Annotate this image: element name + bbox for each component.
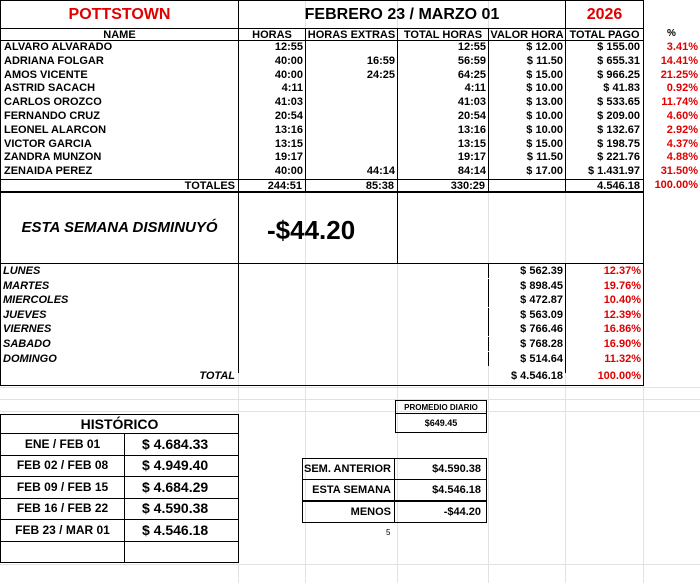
historico-empty-left: [0, 541, 125, 563]
employee-horas: 13:15: [238, 138, 306, 152]
employee-total-pago: $ 966.25: [565, 69, 644, 83]
comparison-label: ESTA SEMANA: [302, 479, 395, 501]
day-amount: $ 563.09: [488, 308, 566, 322]
col-horas: HORAS: [238, 28, 306, 41]
employee-extras: 24:25: [305, 69, 398, 83]
historico-amount: $ 4.546.18: [124, 520, 239, 542]
employee-extras: [305, 96, 398, 110]
employee-pct: 4.37%: [666, 137, 698, 150]
comparison-value: -$44.20: [394, 501, 487, 523]
totales-label: TOTALES: [0, 179, 239, 192]
employee-pct: 31.50%: [660, 165, 698, 178]
employee-horas: 41:03: [238, 96, 306, 110]
promedio-label: PROMEDIO DIARIO: [395, 400, 487, 414]
comparison-label: SEM. ANTERIOR: [302, 458, 395, 480]
employee-extras: 16:59: [305, 55, 398, 69]
totales-total: 330:29: [397, 179, 489, 192]
employee-total-horas: 20:54: [397, 110, 489, 124]
day-amount: $ 766.46: [488, 322, 566, 336]
days-total-pct: 100.00%: [597, 370, 641, 382]
day-pct: 16.86%: [603, 323, 641, 336]
employee-name: ADRIANA FOLGAR: [0, 55, 239, 69]
summary-filler: [397, 192, 644, 264]
employee-pct: 2.92%: [666, 123, 698, 136]
employee-valor-hora: $ 17.00: [488, 165, 566, 179]
summary-message: ESTA SEMANA DISMINUYÓ: [0, 192, 239, 264]
day-label: SABADO: [3, 338, 51, 350]
employee-total-horas: 41:03: [397, 96, 489, 110]
employee-total-horas: 56:59: [397, 55, 489, 69]
summary-amount: -$44.20: [238, 192, 398, 264]
historico-period: FEB 16 / FEB 22: [0, 498, 125, 520]
employee-total-pago: $ 41.83: [565, 82, 644, 96]
employee-total-pago: $ 155.00: [565, 41, 644, 55]
employee-pct: 11.74%: [661, 96, 698, 109]
day-pct: 10.40%: [603, 294, 641, 307]
day-pct: 19.76%: [603, 279, 641, 292]
employee-extras: [305, 82, 398, 96]
employee-valor-hora: $ 13.00: [488, 96, 566, 110]
col-name: NAME: [0, 28, 239, 41]
historico-period: FEB 09 / FEB 15: [0, 477, 125, 499]
historico-amount: $ 4.590.38: [124, 498, 239, 520]
employee-total-pago: $ 655.31: [565, 55, 644, 69]
employee-total-horas: 4:11: [397, 82, 489, 96]
day-label: LUNES: [3, 265, 41, 277]
day-amount: $ 472.87: [488, 293, 566, 307]
employee-extras: [305, 41, 398, 55]
employee-name: VICTOR GARCIA: [0, 138, 239, 152]
employee-horas: 40:00: [238, 69, 306, 83]
employee-total-horas: 84:14: [397, 165, 489, 179]
historico-amount: $ 4.949.40: [124, 455, 239, 477]
employee-name: ASTRID SACACH: [0, 82, 239, 96]
col-pct: %: [667, 28, 676, 39]
col-total-pago: TOTAL PAGO: [565, 28, 644, 41]
employee-horas: 12:55: [238, 41, 306, 55]
employee-name: ZANDRA MUNZON: [0, 151, 239, 165]
employee-extras: [305, 138, 398, 152]
employee-total-pago: $ 1.431.97: [565, 165, 644, 179]
historico-period: ENE / FEB 01: [0, 434, 125, 456]
employee-extras: [305, 110, 398, 124]
totales-extras: 85:38: [305, 179, 398, 192]
employee-valor-hora: $ 10.00: [488, 124, 566, 138]
day-amount: $ 562.39: [488, 264, 566, 278]
employee-pct: 3.41%: [666, 41, 698, 53]
employee-total-pago: $ 221.76: [565, 151, 644, 165]
employee-pct: 14.41%: [660, 54, 698, 67]
totales-horas: 244:51: [238, 179, 306, 192]
day-label: VIERNES: [3, 323, 52, 336]
employee-pct: 4.88%: [666, 151, 698, 164]
day-pct: 11.32%: [604, 352, 641, 365]
employee-total-pago: $ 132.67: [565, 124, 644, 138]
employee-horas: 40:00: [238, 165, 306, 179]
historico-period: FEB 02 / FEB 08: [0, 455, 125, 477]
employee-horas: 20:54: [238, 110, 306, 124]
day-label: MIERCOLES: [3, 294, 69, 307]
employee-horas: 4:11: [238, 82, 306, 96]
historico-period: FEB 23 / MAR 01: [0, 520, 125, 542]
city-title: POTTSTOWN: [0, 0, 239, 29]
employee-name: ZENAIDA PEREZ: [0, 165, 239, 179]
employee-total-horas: 64:25: [397, 69, 489, 83]
period-title: FEBRERO 23 / MARZO 01: [238, 0, 566, 29]
totales-pago: 4.546.18: [565, 179, 644, 192]
summary-edge: [643, 192, 644, 264]
employee-valor-hora: $ 10.00: [488, 82, 566, 96]
comparison-value: $4.546.18: [394, 479, 487, 501]
employee-valor-hora: $ 15.00: [488, 138, 566, 152]
employee-name: LEONEL ALARCON: [0, 124, 239, 138]
employee-total-pago: $ 198.75: [565, 138, 644, 152]
day-amount: $ 768.28: [488, 337, 566, 351]
day-label: JUEVES: [3, 308, 47, 321]
col-horas-extras: HORAS EXTRAS: [305, 28, 398, 41]
employee-extras: [305, 151, 398, 165]
day-pct: 16.90%: [603, 338, 641, 350]
day-pct: 12.39%: [603, 308, 641, 321]
totales-valor-empty: [488, 179, 566, 192]
col-valor-hora: VALOR HORA: [488, 28, 566, 41]
employee-valor-hora: $ 11.50: [488, 151, 566, 165]
comparison-label: MENOS: [302, 501, 395, 523]
employee-name: ALVARO ALVARADO: [0, 41, 239, 55]
employee-name: FERNANDO CRUZ: [0, 110, 239, 124]
day-amount: $ 898.45: [488, 279, 566, 293]
comparison-value: $4.590.38: [394, 458, 487, 480]
employee-horas: 19:17: [238, 151, 306, 165]
employee-total-pago: $ 533.65: [565, 96, 644, 110]
day-label: MARTES: [3, 279, 50, 292]
days-mid-col: [238, 263, 489, 373]
employee-total-pago: $ 209.00: [565, 110, 644, 124]
historico-title: HISTÓRICO: [0, 414, 239, 434]
day-pct: 12.37%: [603, 265, 641, 277]
employee-extras: [305, 124, 398, 138]
employee-pct: 4.60%: [666, 110, 698, 122]
employee-name: AMOS VICENTE: [0, 69, 239, 83]
historico-amount: $ 4.684.29: [124, 477, 239, 499]
day-label: DOMINGO: [3, 352, 57, 365]
employee-horas: 13:16: [238, 124, 306, 138]
employee-name: CARLOS OROZCO: [0, 96, 239, 110]
employee-total-horas: 13:15: [397, 138, 489, 152]
employee-total-horas: 19:17: [397, 151, 489, 165]
col-total-horas: TOTAL HORAS: [397, 28, 489, 41]
employee-valor-hora: $ 15.00: [488, 69, 566, 83]
employee-horas: 40:00: [238, 55, 306, 69]
days-total-label: TOTAL: [199, 370, 235, 382]
employee-total-horas: 13:16: [397, 124, 489, 138]
employee-total-horas: 12:55: [397, 41, 489, 55]
employee-pct: 0.92%: [666, 82, 698, 95]
employee-valor-hora: $ 10.00: [488, 110, 566, 124]
year-title: 2026: [565, 0, 644, 29]
historico-amount: $ 4.684.33: [124, 434, 239, 456]
stray-cell: 5: [386, 528, 391, 537]
employee-valor-hora: $ 12.00: [488, 41, 566, 55]
totales-pct: 100.00%: [654, 179, 698, 191]
historico-empty-right: [124, 541, 239, 563]
day-amount: $ 514.64: [488, 352, 566, 366]
employee-valor-hora: $ 11.50: [488, 55, 566, 69]
employee-extras: 44:14: [305, 165, 398, 179]
days-total-amount: $ 4.546.18: [511, 370, 563, 382]
employee-pct: 21.25%: [660, 68, 698, 81]
promedio-value: $649.45: [395, 413, 487, 433]
